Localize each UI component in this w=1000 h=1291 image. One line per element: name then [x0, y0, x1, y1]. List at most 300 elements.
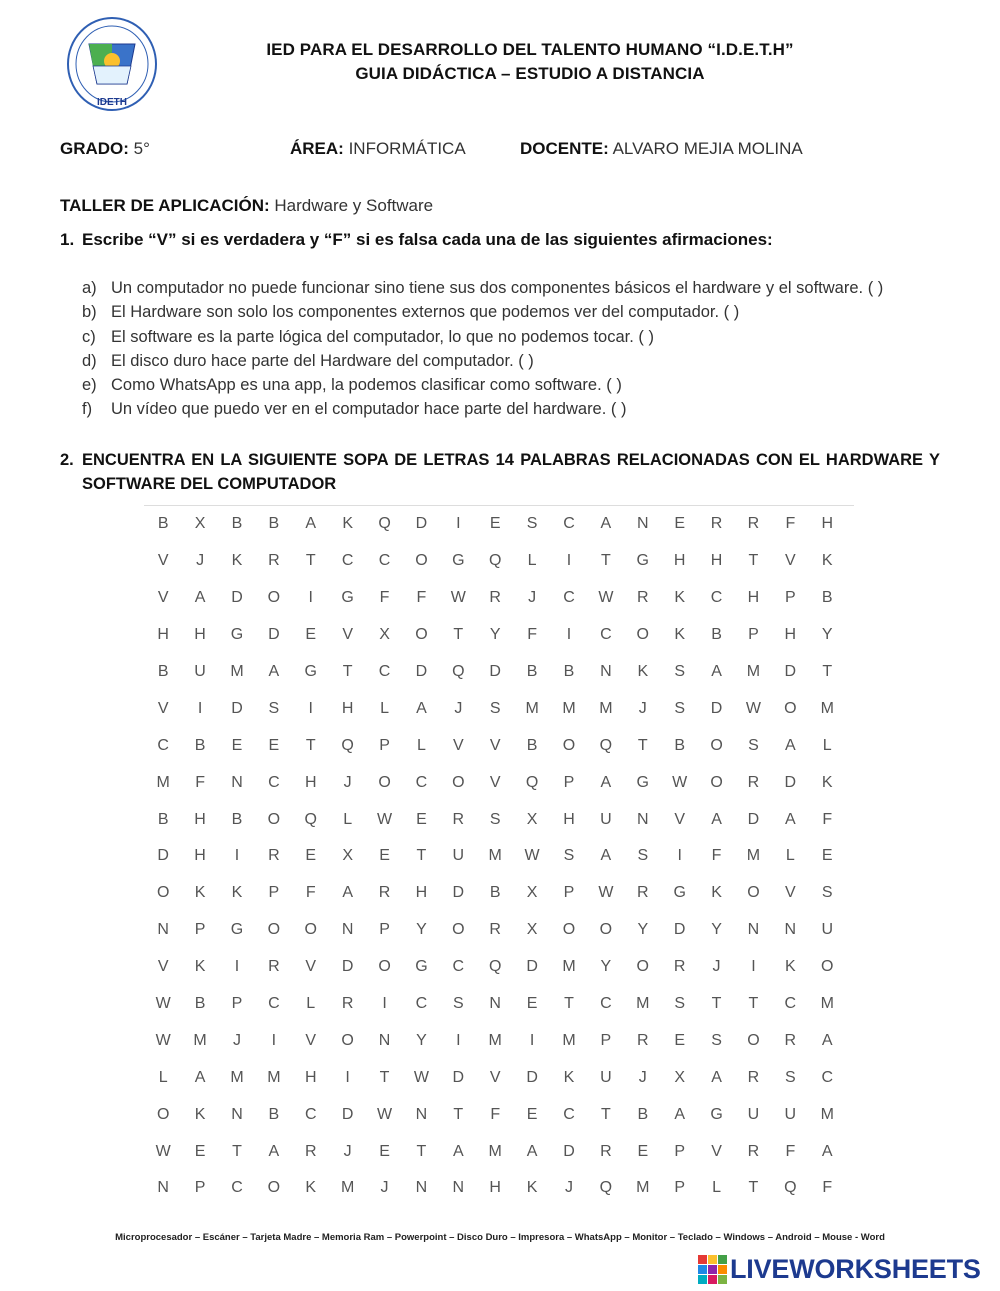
soup-cell[interactable]: O: [415, 626, 429, 644]
soup-cell[interactable]: D: [710, 699, 723, 717]
soup-cell[interactable]: E: [821, 847, 834, 865]
soup-cell[interactable]: S: [268, 699, 280, 717]
soup-cell[interactable]: W: [155, 995, 172, 1013]
soup-cell[interactable]: I: [308, 589, 314, 607]
soup-cell[interactable]: O: [710, 773, 724, 791]
soup-cell[interactable]: I: [197, 699, 203, 717]
soup-cell[interactable]: P: [674, 1142, 686, 1160]
soup-cell[interactable]: R: [600, 1142, 613, 1160]
soup-cell[interactable]: N: [636, 515, 650, 533]
soup-cell[interactable]: A: [452, 1142, 465, 1160]
soup-cell[interactable]: K: [194, 1105, 206, 1123]
statement-e[interactable]: [82, 373, 883, 397]
soup-cell[interactable]: H: [304, 773, 318, 791]
soup-cell[interactable]: P: [674, 1179, 686, 1197]
soup-cell[interactable]: S: [489, 699, 502, 717]
soup-cell[interactable]: G: [452, 552, 466, 570]
soup-cell[interactable]: N: [231, 773, 244, 791]
soup-cell[interactable]: I: [566, 552, 572, 570]
soup-cell[interactable]: K: [674, 589, 686, 607]
soup-cell[interactable]: I: [529, 1031, 535, 1049]
soup-cell[interactable]: P: [268, 884, 280, 902]
soup-cell[interactable]: H: [157, 626, 170, 644]
soup-cell[interactable]: B: [821, 589, 834, 607]
soup-cell[interactable]: L: [380, 699, 390, 717]
soup-cell[interactable]: D: [673, 921, 686, 939]
soup-cell[interactable]: K: [342, 515, 354, 533]
soup-cell[interactable]: M: [562, 1031, 577, 1049]
soup-cell[interactable]: L: [712, 1179, 722, 1197]
soup-cell[interactable]: R: [747, 773, 760, 791]
soup-cell[interactable]: L: [527, 552, 538, 570]
soup-cell[interactable]: Y: [416, 1031, 428, 1049]
soup-cell[interactable]: Y: [489, 626, 502, 644]
soup-cell[interactable]: T: [305, 552, 317, 570]
soup-cell[interactable]: D: [157, 847, 170, 865]
soup-cell[interactable]: I: [456, 515, 462, 533]
soup-cell[interactable]: R: [268, 958, 281, 976]
soup-cell[interactable]: J: [712, 958, 722, 976]
soup-cell[interactable]: R: [341, 995, 354, 1013]
soup-cell[interactable]: B: [489, 884, 502, 902]
soup-cell[interactable]: W: [376, 1105, 393, 1123]
soup-cell[interactable]: O: [415, 552, 429, 570]
soup-cell[interactable]: T: [379, 1068, 390, 1086]
soup-cell[interactable]: O: [341, 1031, 355, 1049]
soup-cell[interactable]: B: [711, 626, 723, 644]
soup-cell[interactable]: N: [784, 921, 797, 939]
soup-cell[interactable]: D: [268, 626, 281, 644]
soup-cell[interactable]: O: [636, 626, 650, 644]
soup-cell[interactable]: K: [194, 958, 206, 976]
soup-cell[interactable]: T: [342, 663, 354, 680]
soup-cell[interactable]: D: [563, 1142, 576, 1160]
soup-cell[interactable]: O: [156, 884, 170, 902]
soup-cell[interactable]: R: [304, 1142, 318, 1160]
soup-cell[interactable]: I: [566, 626, 572, 644]
soup-cell[interactable]: V: [305, 958, 317, 976]
soup-cell[interactable]: G: [636, 773, 650, 791]
soup-cell[interactable]: T: [748, 552, 759, 570]
soup-cell[interactable]: P: [194, 1179, 206, 1197]
soup-cell[interactable]: W: [745, 699, 762, 717]
soup-cell[interactable]: R: [378, 884, 391, 902]
soup-cell[interactable]: Q: [488, 958, 502, 976]
soup-cell[interactable]: T: [637, 736, 649, 754]
soup-cell[interactable]: E: [194, 1142, 206, 1160]
soup-cell[interactable]: V: [157, 552, 170, 570]
soup-cell[interactable]: F: [527, 626, 538, 644]
soup-cell[interactable]: G: [304, 663, 318, 680]
soup-cell[interactable]: A: [416, 699, 428, 717]
soup-cell[interactable]: M: [562, 699, 577, 717]
soup-cell[interactable]: U: [784, 1105, 797, 1123]
soup-cell[interactable]: Y: [416, 921, 428, 939]
soup-cell[interactable]: T: [822, 663, 833, 680]
soup-cell[interactable]: Q: [341, 736, 355, 754]
soup-cell[interactable]: H: [415, 884, 428, 902]
soup-cell[interactable]: A: [674, 1105, 686, 1123]
soup-cell[interactable]: H: [304, 1068, 318, 1086]
soup-cell[interactable]: X: [379, 626, 391, 644]
soup-cell[interactable]: O: [378, 773, 392, 791]
soup-cell[interactable]: T: [305, 736, 317, 754]
soup-cell[interactable]: W: [672, 773, 688, 791]
soup-cell[interactable]: B: [526, 663, 538, 680]
soup-cell[interactable]: Y: [821, 626, 834, 644]
soup-cell[interactable]: E: [305, 626, 317, 644]
soup-cell[interactable]: K: [231, 884, 243, 902]
soup-cell[interactable]: A: [526, 1142, 538, 1160]
soup-cell[interactable]: T: [453, 1105, 464, 1123]
soup-cell[interactable]: M: [230, 663, 245, 680]
soup-cell[interactable]: S: [563, 847, 575, 865]
soup-cell[interactable]: W: [598, 589, 614, 607]
soup-cell[interactable]: C: [563, 515, 576, 533]
soup-cell[interactable]: A: [305, 515, 317, 533]
soup-cell[interactable]: N: [415, 1179, 428, 1197]
statement-f[interactable]: [82, 397, 883, 421]
soup-cell[interactable]: V: [674, 810, 686, 828]
soup-cell[interactable]: J: [232, 1031, 242, 1049]
soup-cell[interactable]: D: [415, 663, 428, 680]
soup-cell[interactable]: J: [454, 699, 463, 717]
soup-cell[interactable]: N: [600, 663, 613, 680]
soup-cell[interactable]: F: [711, 847, 722, 865]
soup-cell[interactable]: O: [562, 736, 576, 754]
soup-cell[interactable]: A: [600, 847, 612, 865]
soup-cell[interactable]: S: [674, 663, 686, 680]
soup-cell[interactable]: P: [563, 773, 575, 791]
soup-cell[interactable]: A: [785, 810, 797, 828]
soup-cell[interactable]: P: [600, 1031, 612, 1049]
soup-cell[interactable]: F: [785, 515, 796, 533]
soup-cell[interactable]: E: [526, 1105, 538, 1123]
soup-cell[interactable]: P: [194, 921, 206, 939]
statement-d[interactable]: [82, 349, 883, 373]
soup-cell[interactable]: E: [231, 736, 243, 754]
soup-cell[interactable]: I: [677, 847, 683, 865]
soup-cell[interactable]: D: [341, 958, 354, 976]
soup-cell[interactable]: J: [196, 552, 205, 570]
soup-cell[interactable]: P: [231, 995, 243, 1013]
soup-cell[interactable]: W: [155, 1031, 172, 1049]
soup-cell[interactable]: C: [341, 552, 354, 570]
soup-cell[interactable]: P: [379, 921, 391, 939]
soup-cell[interactable]: L: [306, 995, 316, 1013]
soup-cell[interactable]: F: [785, 1142, 796, 1160]
soup-cell[interactable]: O: [599, 921, 613, 939]
soup-cell[interactable]: T: [453, 626, 464, 644]
soup-cell[interactable]: F: [379, 589, 390, 607]
soup-cell[interactable]: K: [674, 626, 686, 644]
soup-cell[interactable]: L: [158, 1068, 169, 1086]
soup-cell[interactable]: R: [268, 552, 281, 570]
soup-cell[interactable]: G: [673, 884, 687, 902]
soup-cell[interactable]: I: [234, 958, 240, 976]
soup-cell[interactable]: R: [747, 515, 760, 533]
soup-cell[interactable]: N: [378, 1031, 391, 1049]
soup-cell[interactable]: C: [378, 663, 391, 680]
soup-cell[interactable]: N: [636, 810, 650, 828]
soup-cell[interactable]: C: [600, 626, 613, 644]
soup-cell[interactable]: D: [231, 589, 244, 607]
soup-cell[interactable]: K: [305, 1179, 317, 1197]
soup-cell[interactable]: G: [636, 552, 650, 570]
soup-cell[interactable]: V: [342, 626, 354, 644]
soup-cell[interactable]: C: [563, 1105, 576, 1123]
soup-cell[interactable]: N: [157, 921, 170, 939]
soup-cell[interactable]: J: [638, 1068, 648, 1086]
soup-cell[interactable]: C: [784, 995, 797, 1013]
soup-cell[interactable]: S: [674, 995, 686, 1013]
soup-cell[interactable]: A: [711, 663, 723, 680]
soup-cell[interactable]: O: [452, 921, 466, 939]
soup-cell[interactable]: U: [821, 921, 834, 939]
soup-cell[interactable]: H: [784, 626, 797, 644]
soup-cell[interactable]: B: [194, 736, 206, 754]
soup-cell[interactable]: J: [638, 699, 648, 717]
soup-cell[interactable]: C: [710, 589, 723, 607]
soup-cell[interactable]: I: [271, 1031, 277, 1049]
soup-cell[interactable]: A: [821, 1142, 834, 1160]
soup-cell[interactable]: N: [452, 1179, 465, 1197]
soup-cell[interactable]: Q: [488, 552, 502, 570]
soup-cell[interactable]: U: [600, 1068, 613, 1086]
soup-cell[interactable]: H: [747, 589, 760, 607]
soup-cell[interactable]: V: [785, 884, 797, 902]
soup-cell[interactable]: H: [341, 699, 354, 717]
soup-cell[interactable]: A: [711, 1068, 723, 1086]
soup-cell[interactable]: O: [267, 1179, 281, 1197]
soup-cell[interactable]: C: [415, 773, 428, 791]
soup-cell[interactable]: R: [636, 1031, 650, 1049]
soup-cell[interactable]: F: [822, 810, 833, 828]
soup-cell[interactable]: R: [710, 515, 723, 533]
soup-cell[interactable]: H: [194, 847, 207, 865]
soup-cell[interactable]: M: [820, 1105, 835, 1123]
soup-cell[interactable]: T: [416, 847, 427, 865]
soup-cell[interactable]: M: [562, 958, 577, 976]
soup-cell[interactable]: K: [821, 773, 834, 791]
soup-cell[interactable]: E: [674, 515, 686, 533]
soup-cell[interactable]: E: [305, 847, 317, 865]
soup-cell[interactable]: H: [489, 1179, 502, 1197]
soup-cell[interactable]: E: [526, 995, 538, 1013]
soup-cell[interactable]: K: [785, 958, 797, 976]
soup-cell[interactable]: B: [231, 810, 243, 828]
soup-cell[interactable]: I: [345, 1068, 351, 1086]
soup-cell[interactable]: W: [376, 810, 393, 828]
soup-cell[interactable]: J: [380, 1179, 390, 1197]
soup-cell[interactable]: R: [636, 884, 650, 902]
soup-cell[interactable]: D: [452, 884, 465, 902]
soup-cell[interactable]: D: [747, 810, 760, 828]
soup-cell[interactable]: E: [268, 736, 280, 754]
soup-cell[interactable]: B: [268, 1105, 280, 1123]
soup-cell[interactable]: P: [563, 884, 575, 902]
soup-cell[interactable]: F: [822, 1179, 833, 1197]
soup-cell[interactable]: N: [489, 995, 502, 1013]
soup-cell[interactable]: O: [710, 736, 724, 754]
soup-cell[interactable]: J: [528, 589, 537, 607]
soup-cell[interactable]: K: [711, 884, 723, 902]
soup-cell[interactable]: G: [415, 958, 429, 976]
soup-cell[interactable]: Y: [711, 921, 723, 939]
soup-cell[interactable]: K: [194, 884, 206, 902]
soup-cell[interactable]: R: [747, 1142, 760, 1160]
soup-cell[interactable]: M: [636, 1179, 650, 1197]
soup-cell[interactable]: Q: [599, 736, 613, 754]
soup-cell[interactable]: X: [674, 1068, 686, 1086]
soup-cell[interactable]: C: [268, 995, 281, 1013]
soup-cell[interactable]: I: [234, 847, 240, 865]
soup-cell[interactable]: N: [747, 921, 760, 939]
soup-cell[interactable]: O: [452, 773, 466, 791]
soup-cell[interactable]: D: [231, 699, 244, 717]
soup-cell[interactable]: Q: [304, 810, 318, 828]
soup-cell[interactable]: A: [711, 810, 723, 828]
soup-cell[interactable]: X: [526, 810, 538, 828]
soup-cell[interactable]: O: [747, 1031, 761, 1049]
soup-cell[interactable]: S: [637, 847, 649, 865]
soup-cell[interactable]: C: [378, 552, 391, 570]
soup-cell[interactable]: X: [342, 847, 354, 865]
soup-cell[interactable]: E: [489, 515, 502, 533]
soup-cell[interactable]: J: [343, 773, 353, 791]
soup-cell[interactable]: V: [452, 736, 465, 754]
soup-cell[interactable]: B: [563, 663, 575, 680]
soup-cell[interactable]: X: [526, 921, 538, 939]
soup-cell[interactable]: C: [304, 1105, 318, 1123]
soup-cell[interactable]: F: [490, 1105, 501, 1123]
soup-cell[interactable]: R: [673, 958, 686, 976]
soup-cell[interactable]: A: [194, 589, 206, 607]
soup-cell[interactable]: T: [711, 995, 722, 1013]
soup-cell[interactable]: D: [452, 1068, 465, 1086]
soup-cell[interactable]: Q: [378, 515, 392, 533]
soup-cell[interactable]: R: [636, 589, 650, 607]
soup-cell[interactable]: P: [379, 736, 391, 754]
soup-cell[interactable]: A: [600, 515, 612, 533]
soup-cell[interactable]: I: [751, 958, 757, 976]
soup-cell[interactable]: B: [194, 995, 206, 1013]
soup-cell[interactable]: R: [268, 847, 281, 865]
soup-cell[interactable]: O: [636, 958, 650, 976]
soup-cell[interactable]: D: [341, 1105, 354, 1123]
soup-cell[interactable]: A: [194, 1068, 206, 1086]
soup-cell[interactable]: D: [526, 958, 539, 976]
soup-cell[interactable]: M: [525, 699, 540, 717]
soup-cell[interactable]: C: [231, 1179, 244, 1197]
soup-cell[interactable]: F: [195, 773, 206, 791]
soup-cell[interactable]: E: [416, 810, 428, 828]
soup-cell[interactable]: Q: [599, 1179, 613, 1197]
soup-cell[interactable]: M: [488, 847, 503, 865]
soup-cell[interactable]: G: [341, 589, 355, 607]
soup-cell[interactable]: V: [157, 958, 170, 976]
soup-cell[interactable]: F: [305, 884, 317, 902]
soup-cell[interactable]: S: [674, 699, 686, 717]
soup-cell[interactable]: C: [821, 1068, 834, 1086]
soup-cell[interactable]: V: [489, 773, 502, 791]
soup-cell[interactable]: B: [674, 736, 686, 754]
soup-cell[interactable]: M: [156, 773, 171, 791]
soup-cell[interactable]: T: [564, 995, 575, 1013]
soup-cell[interactable]: Y: [637, 921, 649, 939]
soup-cell[interactable]: B: [268, 515, 280, 533]
soup-cell[interactable]: M: [193, 1031, 208, 1049]
soup-cell[interactable]: J: [343, 1142, 353, 1160]
soup-cell[interactable]: W: [413, 1068, 430, 1086]
soup-cell[interactable]: R: [452, 810, 465, 828]
soup-cell[interactable]: F: [416, 589, 427, 607]
soup-cell[interactable]: L: [416, 736, 427, 754]
soup-cell[interactable]: E: [379, 847, 391, 865]
soup-cell[interactable]: G: [230, 626, 244, 644]
soup-cell[interactable]: W: [155, 1142, 172, 1160]
soup-cell[interactable]: B: [526, 736, 538, 754]
soup-cell[interactable]: V: [305, 1031, 317, 1049]
soup-cell[interactable]: D: [784, 773, 797, 791]
soup-cell[interactable]: Y: [600, 958, 612, 976]
soup-cell[interactable]: B: [157, 515, 170, 533]
soup-cell[interactable]: Q: [452, 663, 466, 680]
soup-cell[interactable]: R: [489, 589, 502, 607]
soup-cell[interactable]: D: [415, 515, 428, 533]
soup-cell[interactable]: V: [157, 699, 170, 717]
soup-cell[interactable]: A: [821, 1031, 834, 1049]
soup-cell[interactable]: A: [268, 1142, 280, 1160]
soup-cell[interactable]: V: [785, 552, 797, 570]
soup-cell[interactable]: N: [341, 921, 354, 939]
soup-cell[interactable]: A: [268, 663, 280, 680]
soup-cell[interactable]: H: [710, 552, 723, 570]
soup-cell[interactable]: B: [157, 810, 170, 828]
soup-cell[interactable]: V: [489, 1068, 502, 1086]
soup-cell[interactable]: J: [564, 1179, 574, 1197]
soup-cell[interactable]: Q: [784, 1179, 798, 1197]
soup-cell[interactable]: X: [194, 515, 206, 533]
soup-cell[interactable]: T: [600, 552, 612, 570]
soup-cell[interactable]: P: [748, 626, 760, 644]
soup-cell[interactable]: E: [637, 1142, 649, 1160]
soup-cell[interactable]: O: [156, 1105, 170, 1123]
soup-cell[interactable]: S: [526, 515, 538, 533]
soup-cell[interactable]: C: [452, 958, 465, 976]
soup-cell[interactable]: O: [267, 921, 281, 939]
soup-cell[interactable]: V: [489, 736, 502, 754]
soup-cell[interactable]: T: [232, 1142, 243, 1160]
soup-cell[interactable]: I: [382, 995, 388, 1013]
soup-cell[interactable]: M: [820, 995, 835, 1013]
soup-cell[interactable]: S: [489, 810, 502, 828]
soup-cell[interactable]: H: [563, 810, 576, 828]
soup-cell[interactable]: S: [452, 995, 465, 1013]
soup-cell[interactable]: U: [747, 1105, 760, 1123]
soup-cell[interactable]: S: [711, 1031, 723, 1049]
soup-cell[interactable]: C: [268, 773, 281, 791]
soup-cell[interactable]: H: [194, 810, 207, 828]
soup-cell[interactable]: L: [785, 847, 796, 865]
statement-a[interactable]: [82, 276, 883, 300]
soup-cell[interactable]: R: [747, 1068, 760, 1086]
soup-cell[interactable]: I: [308, 699, 314, 717]
soup-cell[interactable]: R: [784, 1031, 797, 1049]
soup-cell[interactable]: U: [452, 847, 465, 865]
soup-cell[interactable]: U: [194, 663, 207, 680]
soup-cell[interactable]: N: [231, 1105, 244, 1123]
